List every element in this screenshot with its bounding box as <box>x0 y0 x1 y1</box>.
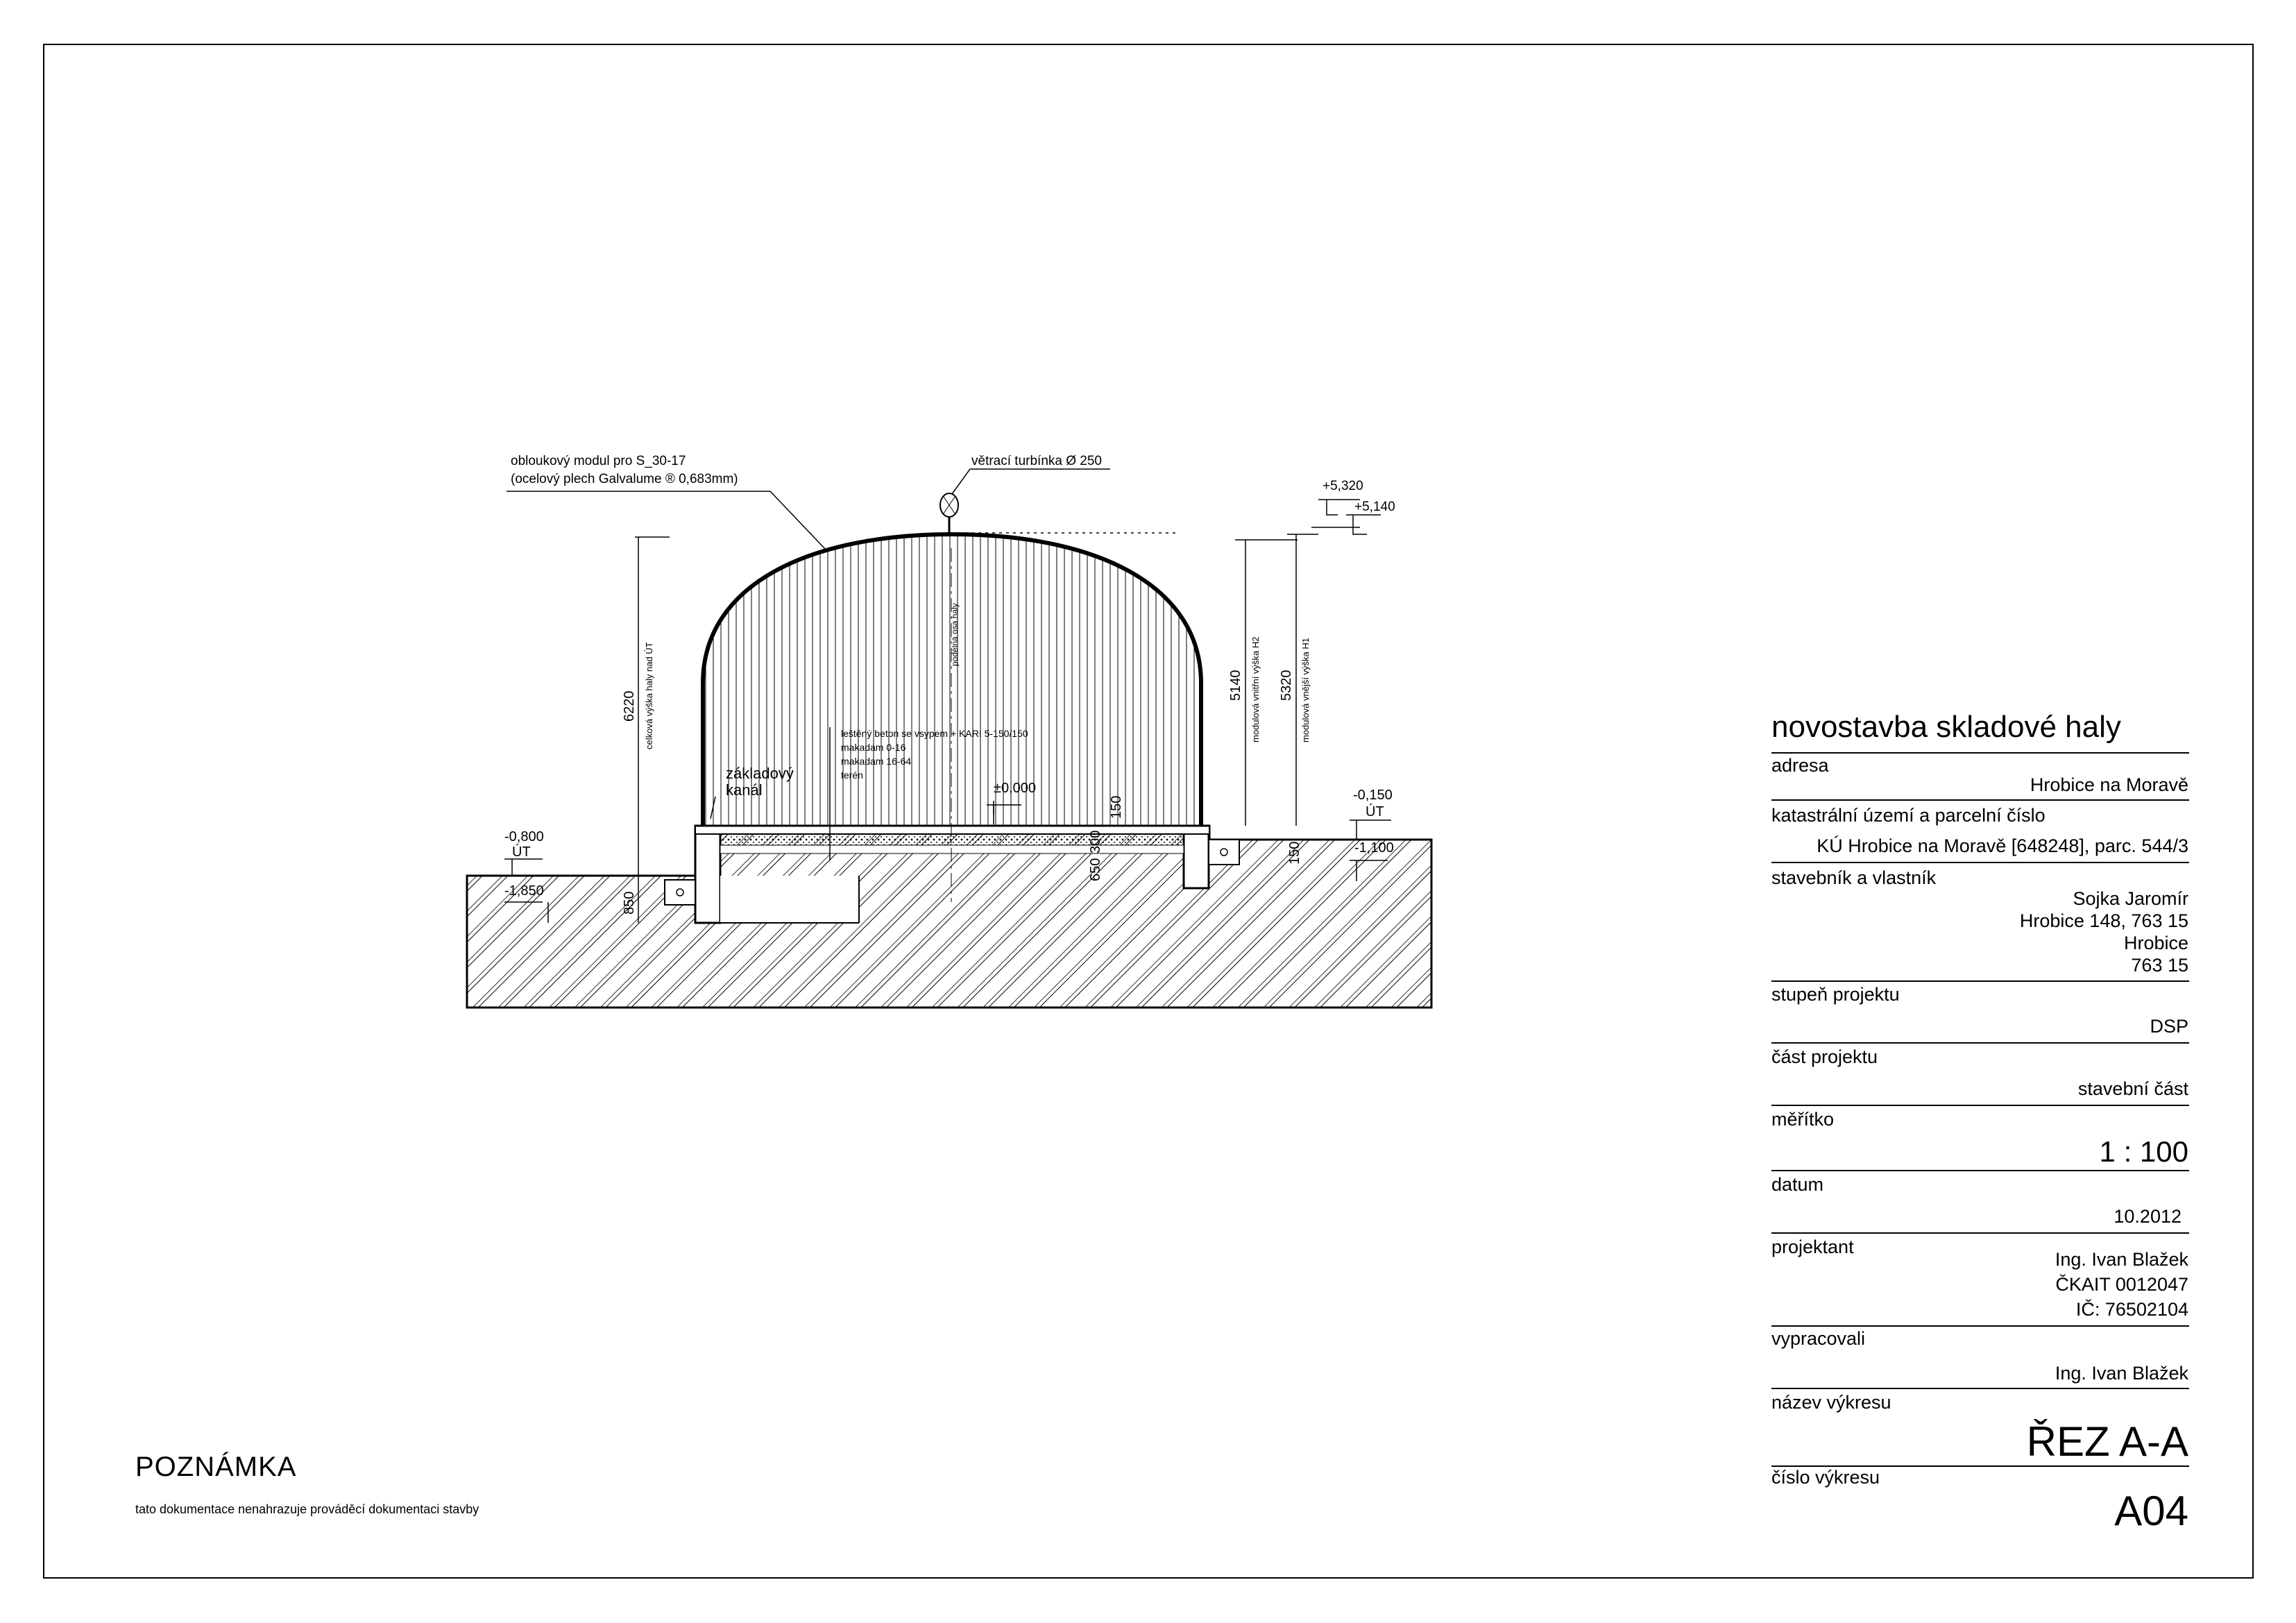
dim-300: 300 <box>1088 830 1103 853</box>
layer-2: makadam 0-16 <box>841 742 906 753</box>
channel-label-1: základový <box>726 765 794 782</box>
dim-150a: 150 <box>1109 795 1124 819</box>
project-title: novostavba skladové haly <box>1771 710 2121 744</box>
address-value: Hrobice na Moravě <box>2030 774 2188 795</box>
owner-town: Hrobice <box>2123 933 2188 953</box>
owner-label: stavebník a vlastník <box>1771 867 1937 888</box>
divider <box>1771 1232 2189 1234</box>
level-m1100: -1,100 <box>1354 840 1394 856</box>
inner-height-label: modulová vnitřní výška H2 <box>1250 636 1261 742</box>
divider <box>1771 799 2189 801</box>
dim-150b: 150 <box>1287 841 1302 865</box>
owner-zip: 763 15 <box>2131 955 2188 976</box>
designer-label: projektant <box>1771 1237 1854 1257</box>
stage-value: DSP <box>2150 1016 2188 1037</box>
level-m150: -0,150 <box>1353 788 1393 803</box>
level-m1850: -1,850 <box>504 883 544 899</box>
outer-height-label: modulová vnější výška H1 <box>1300 637 1311 742</box>
divider <box>1771 1042 2189 1044</box>
turbine-label: větrací turbínka Ø 250 <box>971 454 1102 468</box>
stage-label: stupeň projektu <box>1771 984 1900 1005</box>
level-zero: ±0,000 <box>994 781 1037 796</box>
arc-module-line2: (ocelový plech Galvalume ® 0,683mm) <box>511 472 738 486</box>
dim-650: 650 <box>1088 858 1103 881</box>
part-label: část projektu <box>1771 1046 1878 1067</box>
drawing-name-label: název výkresu <box>1771 1392 1891 1413</box>
owner-street: Hrobice 148, 763 15 <box>2019 910 2188 931</box>
owner-name: Sojka Jaromír <box>2073 888 2188 909</box>
layer-1: leštěný beton se vsypem + KARI 5-150/150 <box>841 728 1028 739</box>
arc-module-line1: obloukový modul pro S_30-17 <box>511 454 686 468</box>
designer-ic: IČ: 76502104 <box>2075 1299 2188 1320</box>
divider <box>1771 1105 2189 1106</box>
address-label: adresa <box>1771 755 1829 776</box>
divider <box>1771 862 2189 863</box>
drawing-name-value: ŘEZ A-A <box>2026 1418 2188 1465</box>
part-value: stavební část <box>2077 1078 2188 1099</box>
level-inner: +5,140 <box>1354 500 1395 514</box>
dim-850: 850 <box>622 891 637 915</box>
divider <box>1771 1325 2189 1327</box>
scale-label: měřítko <box>1771 1109 1835 1130</box>
channel-label-2: kanál <box>726 781 763 799</box>
scale-value: 1 : 100 <box>2099 1135 2188 1168</box>
layer-4: terén <box>841 770 863 781</box>
level-m800: -0,800 <box>504 829 544 844</box>
drawing-number-label: číslo výkresu <box>1771 1467 1880 1488</box>
dim-outer-height: 5320 <box>1279 670 1294 701</box>
long-axis-label: podélná osa haly <box>950 603 960 666</box>
note-title: POZNÁMKA <box>135 1452 297 1482</box>
drawing-number-value: A04 <box>2114 1488 2188 1534</box>
designer-ckait: ČKAIT 0012047 <box>2055 1274 2188 1295</box>
divider <box>1771 980 2189 982</box>
date-value: 10.2012 <box>2114 1206 2182 1227</box>
cadastre-label: katastrální území a parcelní číslo <box>1771 805 2046 826</box>
divider <box>1771 1170 2189 1171</box>
dim-inner-height: 5140 <box>1228 670 1243 701</box>
note-text: tato dokumentace nenahrazuje prováděcí dokumentaci stavby <box>135 1502 479 1516</box>
layer-3: makadam 16-64 <box>841 756 912 767</box>
prepared-value: Ing. Ivan Blažek <box>2055 1363 2188 1384</box>
divider <box>1771 752 2189 754</box>
total-height-label: celková výška haly nad ÚT <box>644 642 654 749</box>
level-top: +5,320 <box>1323 479 1363 493</box>
date-label: datum <box>1771 1174 1824 1195</box>
designer-name: Ing. Ivan Blažek <box>2055 1249 2188 1270</box>
prepared-label: vypracovali <box>1771 1328 1866 1349</box>
divider <box>1771 1388 2189 1389</box>
ut-right: ÚT <box>1366 804 1384 819</box>
dim-total-height: 6220 <box>622 690 637 722</box>
cadastre-value: KÚ Hrobice na Moravě [648248], parc. 544/3 <box>1817 835 2188 856</box>
ut-left: ÚT <box>512 844 531 860</box>
